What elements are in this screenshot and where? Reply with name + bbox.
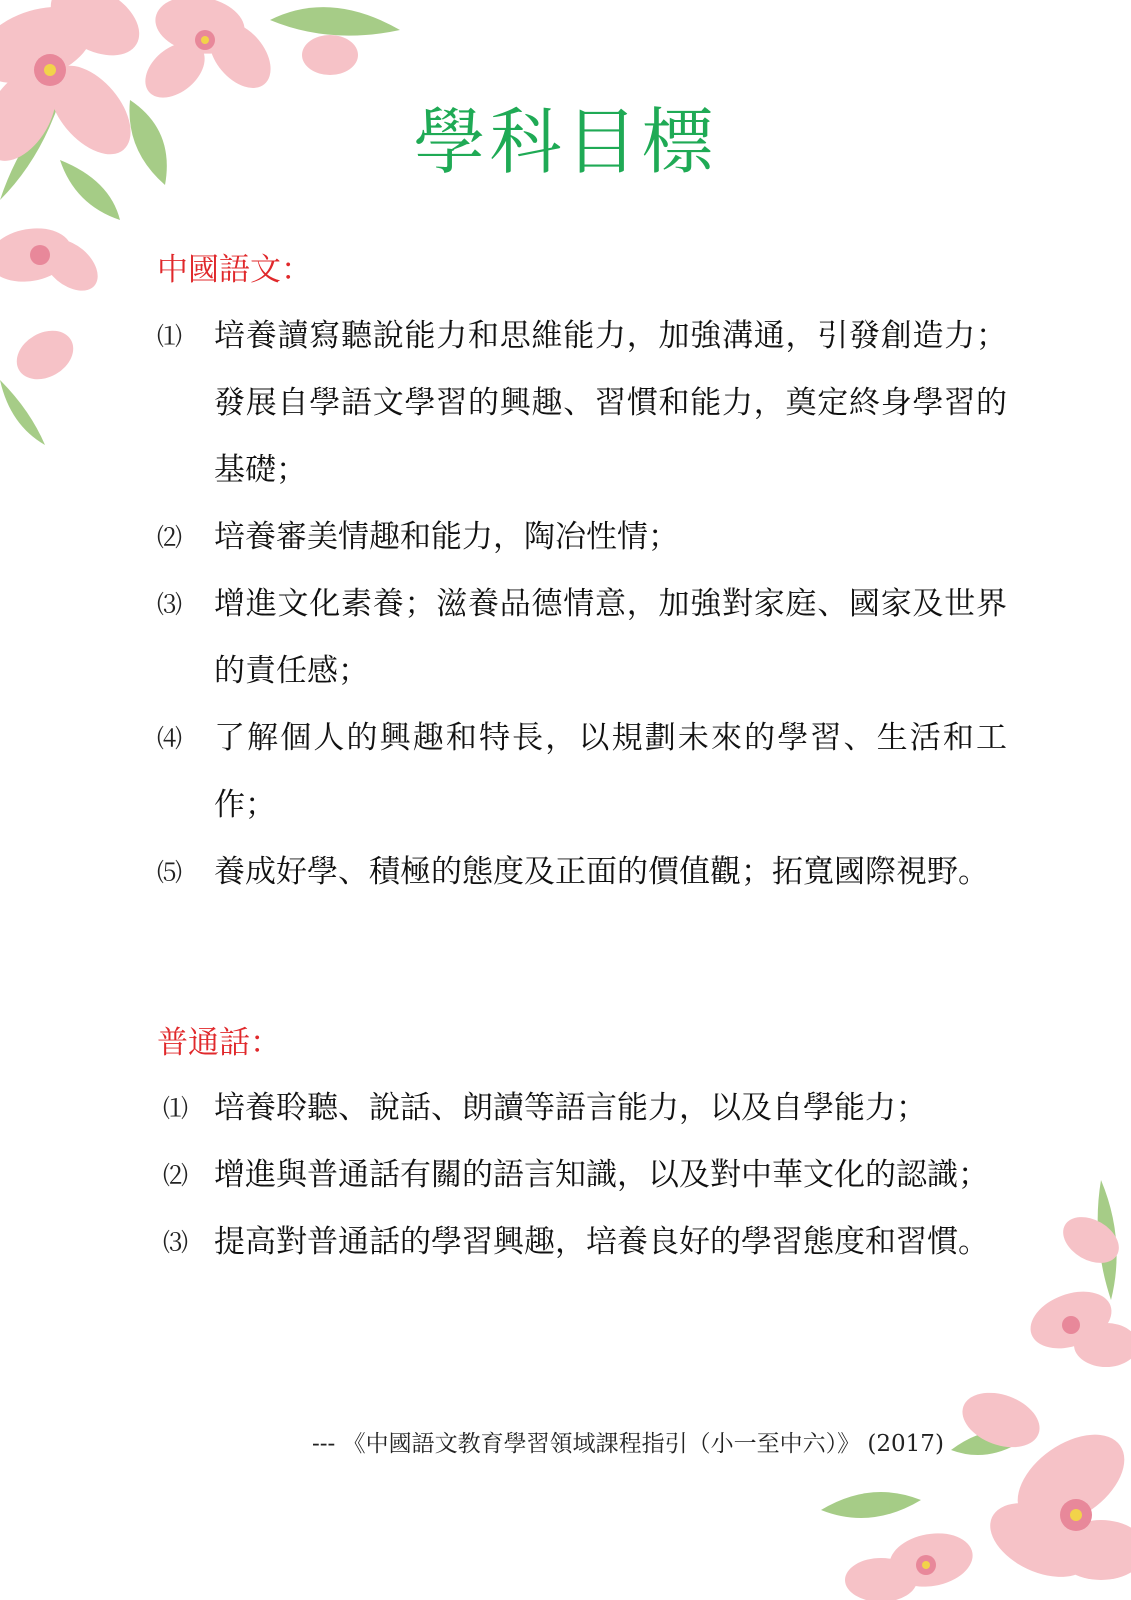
- putonghua-objectives-list: [157, 1075, 1007, 1276]
- item-text: 提高對普通話的學習興趣，培養良好的學習態度和習慣。: [214, 1224, 989, 1260]
- item-text: 增進與普通話有關的語言知識，以及對中華文化的認識；: [214, 1157, 989, 1193]
- list-item: [157, 1075, 1007, 1142]
- chinese-objectives-list: [157, 303, 1007, 906]
- list-item: [157, 1142, 1007, 1209]
- item-number: ⑸: [157, 858, 183, 887]
- section-heading-chinese: 中國語文：: [157, 252, 312, 288]
- item-text: 養成好學、積極的態度及正面的價值觀；拓寬國際視野。: [214, 854, 989, 890]
- item-text: 培養審美情趣和能力，陶冶性情；: [214, 519, 679, 555]
- item-text: 了解個人的興趣和特長，以規劃未來的學習、生活和工作；: [214, 720, 1007, 823]
- citation: --- 《中國語文教育學習領域課程指引（小一至中六）》 (2017): [312, 1431, 944, 1457]
- list-item: [157, 571, 1007, 705]
- page-title: 學科目標: [413, 100, 718, 184]
- list-item: [157, 705, 1007, 839]
- item-number: ⑶: [163, 1228, 189, 1257]
- item-number: ⑵: [157, 523, 183, 552]
- item-number: ⑴: [157, 322, 183, 351]
- item-text: 培養聆聽、說話、朗讀等語言能力，以及自學能力；: [214, 1090, 927, 1126]
- item-text: 增進文化素養；滋養品德情意，加強對家庭、國家及世界的責任感；: [214, 586, 1007, 689]
- list-item: [157, 303, 1007, 504]
- item-number: ⑵: [163, 1161, 189, 1190]
- list-item: [157, 839, 1007, 906]
- item-number: ⑶: [157, 590, 183, 619]
- item-text: 培養讀寫聽說能力和思維能力，加強溝通，引發創造力；發展自學語文學習的興趣、習慣和能力，奠定終身學習的基礎；: [214, 318, 1007, 488]
- section-heading-putonghua: 普通話：: [157, 1025, 281, 1061]
- item-number: ⑴: [163, 1094, 189, 1123]
- list-item: [157, 1209, 1007, 1276]
- list-item: [157, 504, 1007, 571]
- item-number: ⑷: [157, 724, 183, 753]
